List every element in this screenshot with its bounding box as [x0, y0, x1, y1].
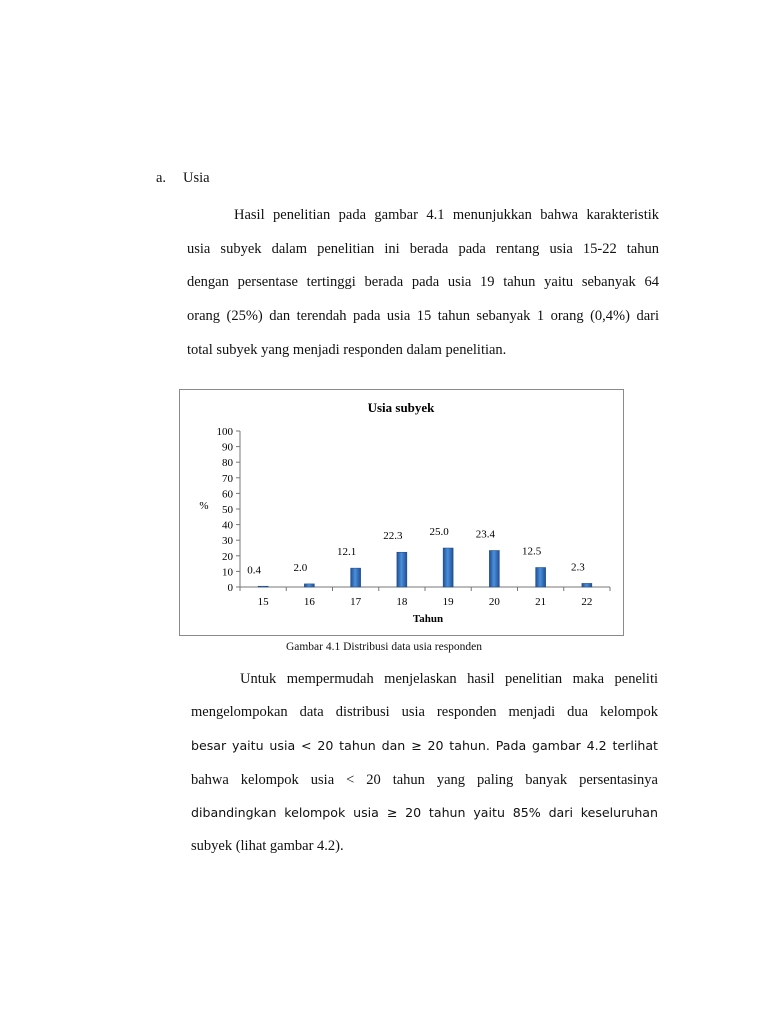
bar-value-label: 23.4: [475, 528, 495, 541]
bar-value-label: 12.1: [337, 546, 357, 559]
section-letter: a.: [156, 170, 167, 186]
y-tick-label: 10: [222, 566, 233, 579]
y-tick-label: 100: [216, 426, 233, 438]
bar: [351, 568, 361, 587]
bar-value-label: 0.4: [247, 564, 261, 577]
y-tick-label: 60: [222, 488, 233, 501]
bar: [536, 568, 546, 588]
paragraph-2-line: Untuk mempermudah menjelaskan hasil penelitian maka peneliti: [240, 671, 658, 687]
chart-frame: [179, 389, 624, 636]
x-tick-label: 21: [535, 596, 547, 608]
y-tick-label: 40: [222, 519, 233, 532]
bar: [258, 586, 268, 587]
paragraph-2-line: besar yaitu usia < 20 tahun dan ≥ 20 tahun. Pada gambar 4.2 terlihat: [191, 738, 658, 753]
bar: [304, 584, 314, 587]
y-tick-label: 0: [227, 582, 233, 594]
x-tick-label: 15: [257, 596, 269, 608]
paragraph-2-line: bahwa kelompok usia < 20 tahun yang paling banyak persentasinya: [191, 772, 658, 788]
paragraph-1-line: orang (25%) dan terendah pada usia 15 tahun sebanyak 1 orang (0,4%) dari: [187, 308, 659, 324]
y-tick-label: 80: [222, 457, 233, 470]
x-tick-label: 17: [350, 596, 362, 608]
bar: [443, 548, 453, 587]
x-tick-label: 18: [396, 596, 408, 608]
y-axis-label: %: [199, 500, 209, 512]
section-title: Usia: [183, 170, 210, 186]
x-tick-label: 22: [581, 596, 593, 608]
bar-value-label: 25.0: [429, 526, 449, 538]
bar-value-label: 2.0: [293, 561, 308, 574]
x-tick-label: 19: [442, 596, 454, 608]
bar: [489, 550, 499, 587]
paragraph-2-line: subyek (lihat gambar 4.2).: [191, 838, 344, 854]
y-tick-label: 70: [222, 472, 233, 485]
paragraph-1-line: Hasil penelitian pada gambar 4.1 menunjukkan bahwa karakteristik: [234, 207, 659, 223]
paragraph-1-line: dengan persentase tertinggi berada pada usia 19 tahun yaitu sebanyak 64: [187, 274, 659, 290]
x-tick-label: 16: [303, 596, 315, 608]
bar-value-label: 22.3: [383, 530, 403, 543]
y-tick-label: 90: [222, 441, 233, 454]
bar-value-label: 2.3: [571, 561, 585, 574]
paragraph-1-line: total subyek yang menjadi responden dalam penelitian.: [187, 342, 507, 358]
figure-caption: Gambar 4.1 Distribusi data usia responden: [285, 641, 483, 653]
x-axis-label: Tahun: [412, 613, 444, 625]
bar-value-label: 12.5: [522, 545, 542, 558]
paragraph-2-line: mengelompokan data distribusi usia responden menjadi dua kelompok: [191, 704, 658, 720]
y-tick-label: 20: [222, 550, 233, 563]
bar: [582, 583, 592, 587]
chart-title: Usia subyek: [367, 400, 435, 415]
y-tick-label: 50: [222, 504, 233, 516]
x-tick-label: 20: [488, 596, 500, 608]
bar-chart: [180, 390, 623, 635]
paragraph-1-line: usia subyek dalam penelitian ini berada pada rentang usia 15-22 tahun: [187, 241, 659, 257]
bar: [397, 552, 407, 587]
y-tick-label: 30: [222, 535, 233, 548]
paragraph-2-line: dibandingkan kelompok usia ≥ 20 tahun yaitu 85% dari keseluruhan: [191, 805, 658, 820]
